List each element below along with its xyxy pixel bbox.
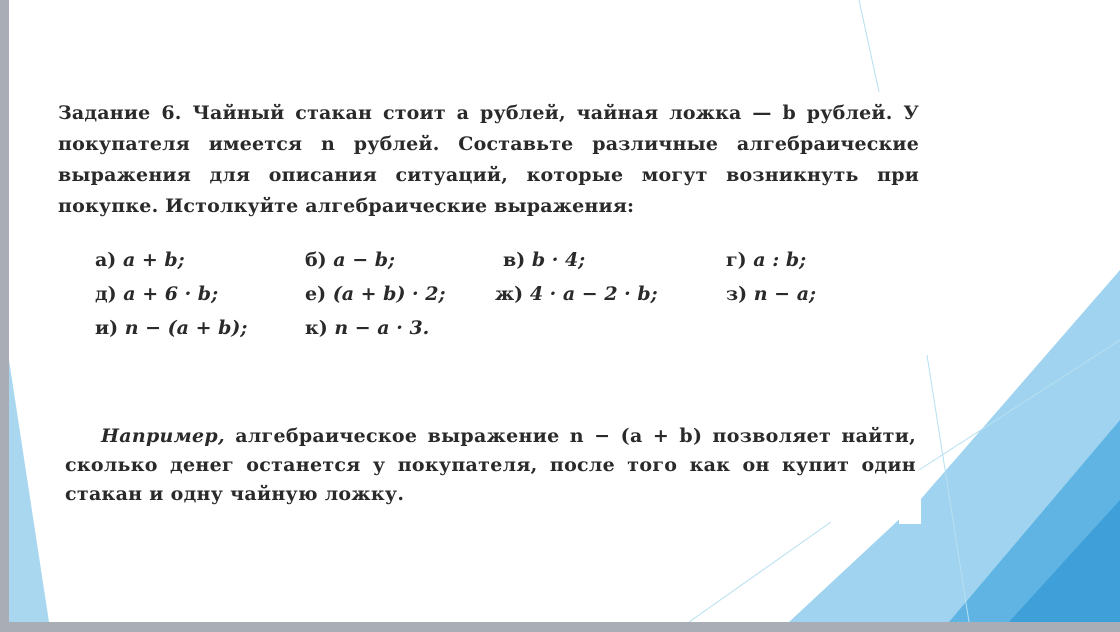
expression-v: в) b · 4; xyxy=(503,249,586,271)
deco-line-1 xyxy=(859,0,879,92)
expression-e: е) (a + b) · 2; xyxy=(305,283,446,305)
task-paragraph xyxy=(58,98,919,222)
expression-k: к) n − a · 3. xyxy=(305,317,430,339)
expression-d: д) a + 6 · b; xyxy=(95,283,219,305)
expression-g: г) a : b; xyxy=(726,249,807,271)
expression-i: и) n − (a + b); xyxy=(95,317,248,339)
slide xyxy=(9,0,1120,622)
expression-b: б) a − b; xyxy=(305,249,396,271)
expression-z: з) n − a; xyxy=(726,283,817,305)
example-lead: Например, xyxy=(101,425,225,447)
task-text: Чайный стакан стоит a рублей, чайная ложка — b рублей. У покупателя имеется n рублей. Составьте различные алгебраические выражения для описания ситуаций, которые могут возникнуть при покупке. Истолкуйте алгебраические выражения: xyxy=(58,102,919,217)
task-label: Задание 6. xyxy=(58,102,182,124)
left-accent-triangle xyxy=(9,360,49,622)
slide-decoration xyxy=(9,0,1120,622)
expression-a: а) a + b; xyxy=(95,249,185,271)
example-paragraph xyxy=(65,422,916,509)
example-text: алгебраическое выражение n − (a + b) позволяет найти, сколько денег останется у покупателя, после того как он купит один стакан и одну чайную ложку. xyxy=(65,425,916,505)
expression-zh: ж) 4 · a − 2 · b; xyxy=(495,283,658,305)
